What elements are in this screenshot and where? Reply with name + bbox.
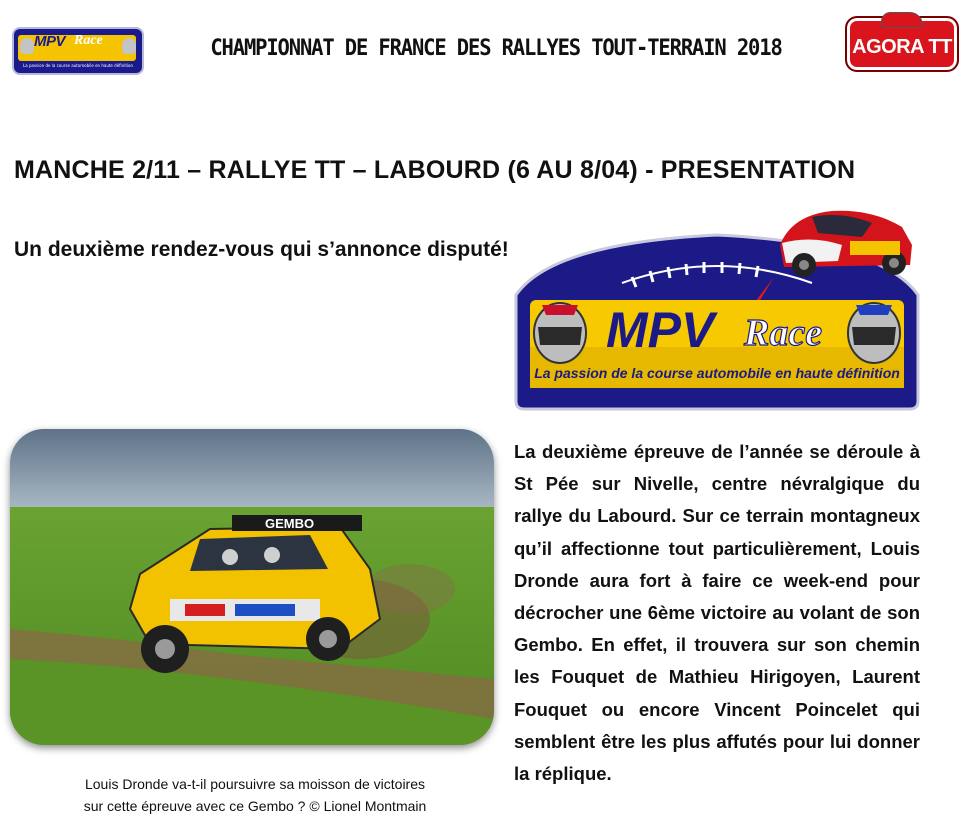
helmet-icon — [534, 303, 586, 363]
logo-tagline: La passion de la course automobile en haute définition — [23, 63, 133, 68]
header-title: CHAMPIONNAT DE FRANCE DES RALLYES TOUT-TERRAIN 2018 — [210, 36, 782, 61]
caption-line: sur cette épreuve avec ce Gembo ? © Lionel Montmain — [83, 798, 427, 814]
car-icon — [881, 12, 923, 28]
photo-caption — [40, 773, 470, 817]
car-sponsor-text: GEMBO — [265, 516, 315, 531]
rally-car-photo — [10, 429, 494, 745]
mpv-race-logo-large — [512, 205, 922, 413]
agora-tt-logo — [845, 16, 959, 72]
agora-logo-text: AGORA TT — [852, 36, 952, 58]
caption-line: Louis Dronde va-t-il poursuivre sa moisson de victoires — [84, 776, 426, 792]
logo-race-text: Race — [74, 33, 103, 48]
helmet-icon — [848, 303, 900, 363]
helmet-icon — [20, 38, 34, 54]
logo-tagline: La passion de la course automobile en haute définition — [534, 365, 900, 381]
article-subtitle: Un deuxième rendez-vous qui s’annonce disputé! — [14, 238, 509, 261]
logo-race-text: Race — [744, 312, 823, 354]
article-title: MANCHE 2/11 – RALLYE TT – LABOURD (6 AU 8/04) - PRESENTATION — [14, 156, 856, 184]
helmet-icon — [122, 38, 136, 54]
mpv-race-logo-small — [12, 27, 144, 75]
article-body: La deuxième épreuve de l’année se déroule à St Pée sur Nivelle, centre névralgique du rallye du Labourd. Sur ce terrain montagneux qu’il affectionne tout particulièrement, Louis Dronde aura fort à faire ce week-end pour décrocher une 6ème victoire au volant de son Gembo. En effet, il trouvera sur son chemin les Fouquet de Mathieu Hirigoyen, Laurent Fouquet ou encore Vincent Poincelet qui semblent être les plus affutés pour lui donner la réplique. — [514, 441, 920, 785]
logo-mpv-text: MPV — [34, 33, 66, 50]
logo-mpv-text: MPV — [606, 302, 715, 358]
